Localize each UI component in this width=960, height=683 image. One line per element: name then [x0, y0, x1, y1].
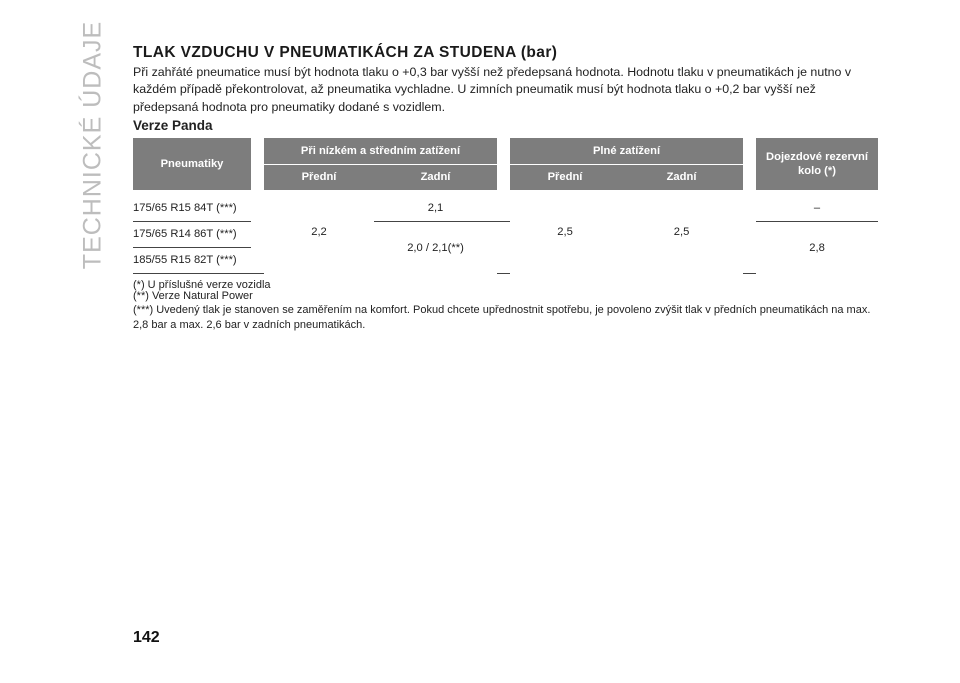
page-content [133, 44, 878, 333]
footnotes [133, 280, 878, 333]
header-full-rear: Zadní [620, 164, 743, 190]
header-spare-wheel: Dojezdové rezervní kolo (*) [756, 138, 878, 190]
low-front-value: 2,2 [311, 225, 327, 238]
section-side-title [78, 20, 107, 270]
footnote: (**) Verze Natural Power [133, 290, 253, 303]
low-rear-value: 2,1 [374, 190, 497, 222]
tyre-size: 175/65 R14 86T (***) [133, 221, 251, 247]
header-full-load: Plné zatížení [510, 138, 743, 165]
table-row [133, 190, 878, 222]
tyre-size: 175/65 R15 84T (***) [133, 190, 251, 222]
spare-value: – [756, 190, 878, 222]
page-heading: TLAK VZDUCHU V PNEUMATIKÁCH ZA STUDENA (bar) [133, 44, 558, 61]
side-title-text: TECHNICKÉ ÚDAJE [78, 20, 107, 270]
header-full-front: Přední [510, 164, 620, 190]
header-low-front: Přední [264, 164, 374, 190]
intro-paragraph: Při zahřáté pneumatice musí být hodnota tlaku o +0,3 bar vyšší než předepsaná hodnota. Hodnotu tlaku v pneumatikách je nutno v každém případě překontrolovat, až pneumatika vychladne. U zimních pneumatik musí být hodnota tlaku o +0,2 bar vyšší než předepsaná hodnota pro pneumatiky dodané s vozidlem. [133, 65, 852, 114]
tyre-size: 185/55 R15 82T (***) [133, 247, 251, 273]
tyre-pressure-table [133, 138, 878, 274]
footnote: (*) U příslušné verze vozidla [133, 278, 271, 291]
header-low-rear: Zadní [374, 164, 497, 190]
version-subheading: Verze Panda [133, 117, 213, 133]
page-number: 142 [133, 629, 160, 646]
spare-value: 2,8 [809, 241, 825, 254]
footnote: (***) Uvedený tlak je stanoven se zaměřením na komfort. Pokud chcete upřednostnit spotřebu, je povoleno zvýšit tlak v předních pneumatikách na max. 2,8 bar a max. 2,6 bar v zadních pneumatikách. [133, 303, 871, 331]
header-low-load: Při nízkém a středním zatížení [264, 138, 497, 165]
low-rear-value: 2,0 / 2,1(**) [407, 241, 464, 254]
full-rear-value: 2,5 [673, 225, 690, 238]
full-front-value: 2,5 [557, 225, 573, 238]
header-tyres: Pneumatiky [133, 138, 251, 190]
table-row [133, 221, 878, 247]
